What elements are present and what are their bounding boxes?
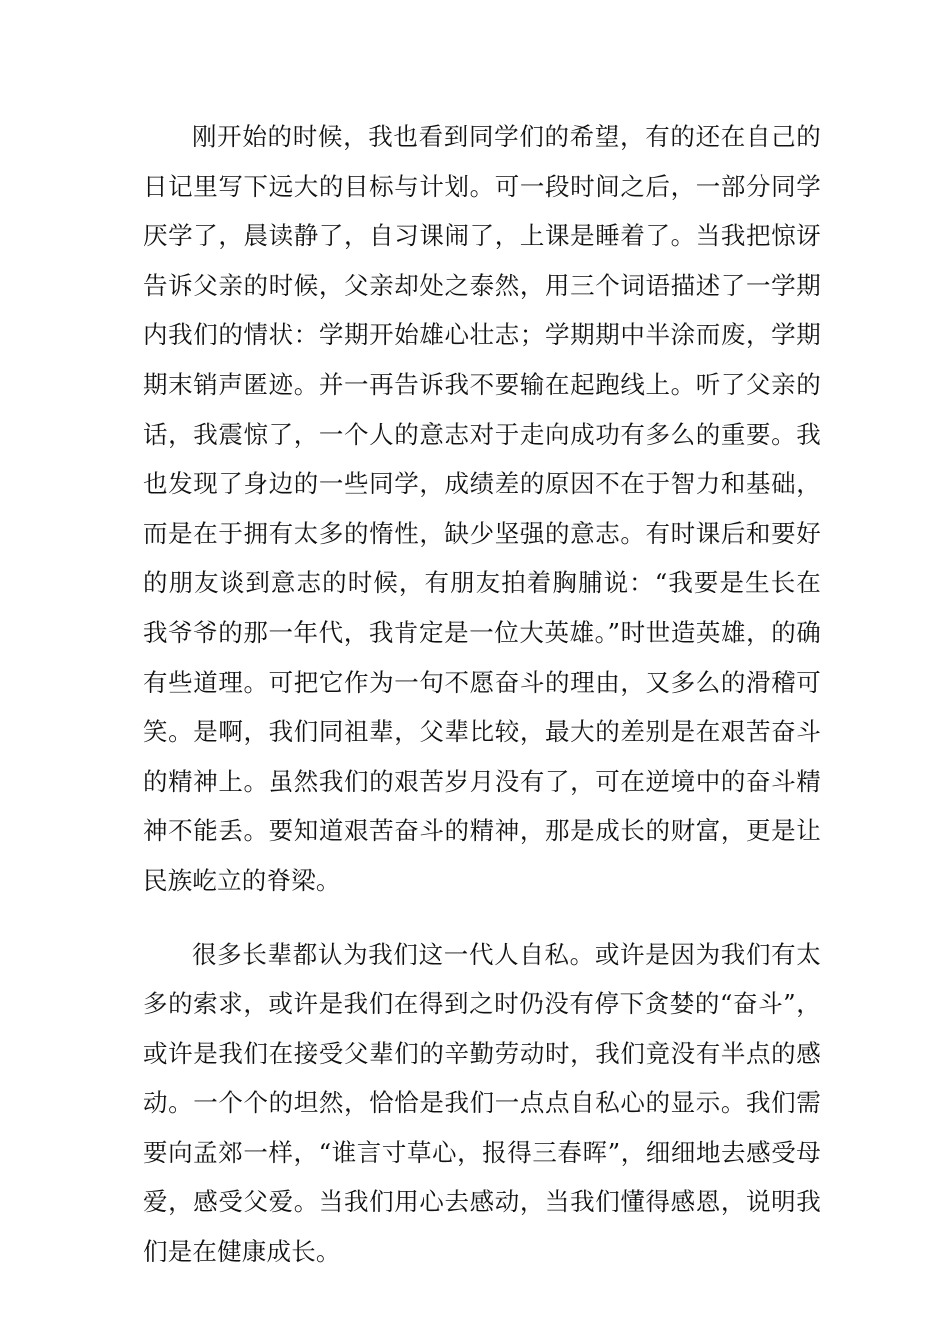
document-body (143, 112, 821, 1277)
paragraph-2: 很多长辈都认为我们这一代人自私。或许是因为我们有太多的索求，或许是我们在得到之时仍没有停下贪婪的“奋斗”，或许是我们在接受父辈们的辛勤劳动时，我们竟没有半点的感动。一个个的坦然，恰恰是我们一点点自私心的显示。我们需要向孟郊一样，“谁言寸草心，报得三春晖”，细细地去感受母爱，感受父爱。当我们用心去感动，当我们懂得感恩，说明我们是在健康成长。 (143, 939, 821, 1267)
paragraph-1: 刚开始的时候，我也看到同学们的希望，有的还在自己的日记里写下远大的目标与计划。可一段时间之后，一部分同学厌学了，晨读静了，自习课闹了，上课是睡着了。当我把惊讶告诉父亲的时候，父亲却处之泰然，用三个词语描述了一学期内我们的情状：学期开始雄心壮志；学期期中半涂而废，学期期末销声匿迹。并一再告诉我不要输在起跑线上。听了父亲的话，我震惊了，一个人的意志对于走向成功有多么的重要。我也发现了身边的一些同学，成绩差的原因不在于智力和基础，而是在于拥有太多的惰性，缺少坚强的意志。有时课后和要好的朋友谈到意志的时候，有朋友拍着胸脯说：“我要是生长在我爷爷的那一年代，我肯定是一位大英雄。”时世造英雄，的确有些道理。可把它作为一句不愿奋斗的理由，又多么的滑稽可笑。是啊，我们同祖辈，父辈比较，最大的差别是在艰苦奋斗的精神上。虽然我们的艰苦岁月没有了，可在逆境中的奋斗精神不能丢。要知道艰苦奋斗的精神，那是成长的财富，更是让民族屹立的脊梁。 (143, 122, 821, 895)
